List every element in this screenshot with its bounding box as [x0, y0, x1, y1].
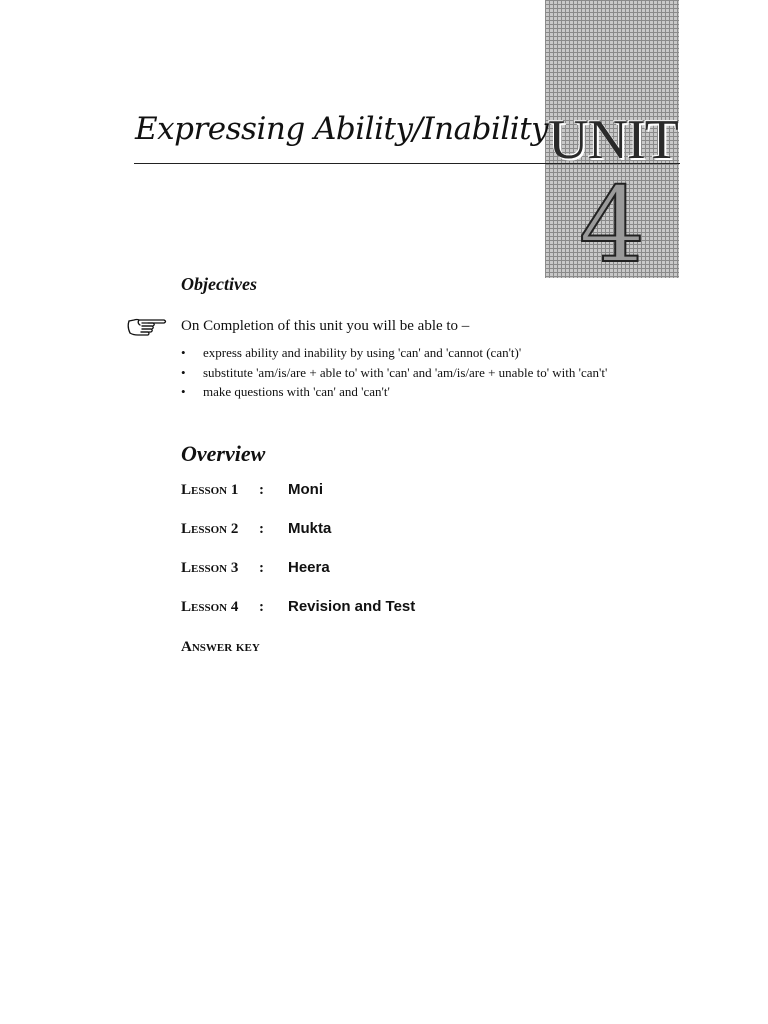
lesson-name: Moni — [288, 481, 323, 498]
overview-heading: Overview — [181, 441, 266, 466]
lesson-label: Lesson 3 — [181, 560, 239, 576]
pointing-hand-icon — [126, 313, 168, 343]
title-divider — [134, 163, 680, 164]
objectives-list — [181, 343, 607, 402]
objective-text: substitute 'am/is/are + able to' with 'can' and 'am/is/are + unable to' with 'can't' — [203, 364, 608, 380]
objective-text: express ability and inability by using 'can' and 'cannot (can't)' — [203, 345, 522, 360]
objectives-intro: On Completion of this unit you will be able to – — [181, 318, 470, 334]
lesson-name: Mukta — [288, 520, 332, 537]
separator: : — [259, 482, 264, 498]
bullet-icon: • — [181, 364, 186, 380]
bullet-icon: • — [181, 384, 186, 399]
separator: : — [259, 560, 264, 576]
lesson-row — [181, 557, 501, 581]
lesson-name: Heera — [288, 559, 330, 576]
separator: : — [259, 521, 264, 537]
list-item — [181, 343, 607, 363]
bullet-icon: • — [181, 345, 186, 360]
lesson-row — [181, 518, 501, 542]
unit-number: 4 — [578, 164, 646, 286]
separator: : — [259, 599, 264, 615]
lesson-label: Lesson 2 — [181, 521, 239, 537]
lesson-row — [181, 479, 501, 503]
page-title: Expressing Ability/Inability — [135, 111, 549, 147]
objective-text: make questions with 'can' and 'can't' — [203, 384, 390, 399]
list-item — [181, 382, 607, 402]
lesson-label: Lesson 1 — [181, 482, 239, 498]
lesson-name: Revision and Test — [288, 598, 416, 615]
unit-label: UNIT — [548, 109, 678, 171]
lesson-row — [181, 596, 501, 620]
lesson-label: Lesson 4 — [181, 599, 239, 615]
list-item — [181, 363, 607, 383]
objectives-heading: Objectives — [181, 274, 257, 294]
answer-key-link: Answer key — [181, 639, 260, 655]
